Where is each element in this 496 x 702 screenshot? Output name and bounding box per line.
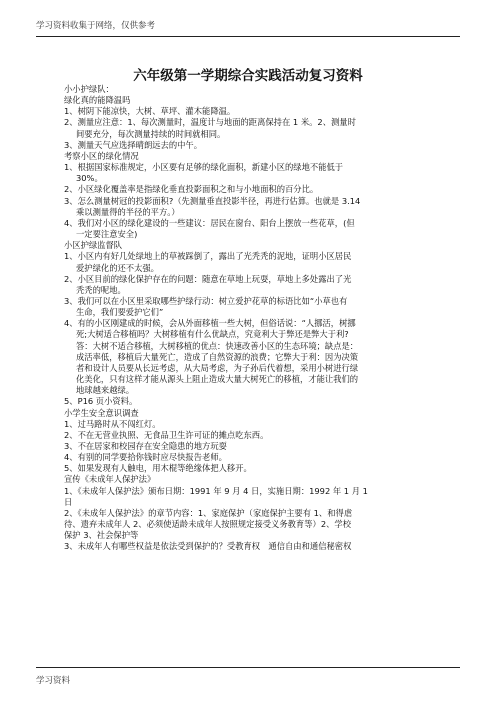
text-line: 3、测量天气应选择晴朗远去的中午。: [64, 139, 203, 150]
document-title: 六年级第一学期综合实践活动复习资料: [133, 68, 363, 84]
text-line: 秃秃的呢地。: [76, 284, 126, 295]
text-line: 2、不在无营业执照、无食品卫生许可证的摊点吃东西。: [64, 429, 269, 440]
text-line: 乘以测量得的半径的平方。）: [76, 206, 180, 217]
header-rule: [36, 36, 460, 37]
text-line: 3、不在居家和校园存在安全隐患的地方玩耍: [64, 441, 227, 451]
text-line: 5、如果发现有人触电，用木棍等绝缘体把人移开。: [64, 463, 252, 474]
text-line: 成活率低，移植后大量死亡，造成了自然资源的浪费；它弊大于利：因为决策: [76, 351, 359, 362]
text-line: 地球越来越绿。: [76, 385, 135, 396]
text-line: 生命，我们要爱护它们”: [76, 307, 164, 318]
text-line: 1、根据国家标准规定，小区要有足够的绿化面积，新建小区的绿地不能低于: [64, 162, 344, 173]
text-line: 一定要注意安全): [76, 229, 138, 240]
text-line: 3、我们可以在小区里采取哪些护绿行动：树立爱护花草的标语比如“小草也有: [64, 295, 348, 306]
text-line: 日: [64, 496, 73, 507]
page-footer: 学习资料: [36, 676, 71, 686]
text-line: 保护 3、社会保护等: [64, 530, 139, 541]
text-line: 2、小区绿化覆盖率是指绿化垂直投影面积之和与小地面积的百分比。: [64, 184, 319, 195]
text-line: 宣传《未成年人保护法》: [64, 474, 156, 485]
text-line: 爱护绿化的还不太强。: [76, 262, 159, 273]
text-line: 小区护绿监督队: [64, 240, 123, 251]
text-line: 2、《未成年人保护法》的章节内容：1、家庭保护（家庭保护主要有 1、和得虐: [64, 507, 353, 518]
text-line: 5、P16 页小资料。: [64, 396, 138, 407]
document-body: [64, 84, 444, 553]
text-line: 小小护绿队：: [64, 84, 114, 94]
text-line: 化美化，只有这样才能从源头上阻止造成大量大树死亡的移植，才能让我们的: [76, 374, 359, 385]
text-line: 3、怎么测量树冠的投影面积?（先测量垂直投影半径，再进行估算。也就是 3.14: [64, 195, 361, 206]
page-header: 学习资料收集于网络，仅供参考: [36, 21, 156, 31]
text-line: 4、有的小区刚建成的时候，会从外面移植一些大树，但俗话说：“人挪活，树挪: [64, 318, 356, 329]
text-line: 答：大树不适合移植，大树移植的优点：快速改善小区的生态环境；缺点是：: [76, 340, 359, 351]
text-line: 2、测量应注意：1、每次测量时，温度计与地面的距离保持在 1 米。2、测量时: [64, 117, 356, 128]
text-line: 1、《未成年人保护法》颁布日期：1991 年 9 月 4 日，实施日期：1992 年 1 月 1: [64, 485, 368, 496]
text-line: 间要充分，每次测量持续的时间就相同。: [76, 128, 226, 139]
text-line: 小学生安全意识调查: [64, 407, 139, 418]
text-line: 4、我们对小区的绿化建设的一些建议：居民在窗台、阳台上摆放一些花草，(但: [64, 217, 355, 228]
text-line: 1、小区内有好几处绿地上的草被踩倒了，露出了光秃秃的泥地，证明小区居民: [64, 251, 352, 262]
text-line: 1、树阴下能凉快，大树、草坪、灌木能降温。: [64, 106, 236, 117]
text-line: 1、过马路时从不闯红灯。: [64, 418, 161, 429]
text-line: 考察小区的绿化情况: [64, 150, 139, 161]
text-line: 3、未成年人有哪些权益是依法受到保护的？受教育权 通信自由和通信秘密权: [64, 541, 352, 552]
text-line: 2、小区目前的绿化保护存在的问题：随意在草地上玩耍，草地上多处露出了光: [64, 273, 352, 284]
text-line: 4、有别的同学要拾你钱时应尽快报告老师。: [64, 452, 227, 463]
footer-rule: [36, 667, 460, 668]
text-line: 死;大树适合移植吗？大树移植有什么优缺点，究竟利大于弊还是弊大于利?: [76, 329, 349, 340]
text-line: 绿化真的能降温吗: [64, 95, 131, 106]
text-line: 30%。: [76, 173, 103, 184]
text-line: 者和设计人员要从长远考虑，从大局考虑，为子孙后代着想，采用小树进行绿: [76, 362, 359, 373]
text-line: 待、遗弃未成年人 2、必须使适龄未成年人按照规定接受义务教育等）2、学校: [64, 519, 351, 530]
